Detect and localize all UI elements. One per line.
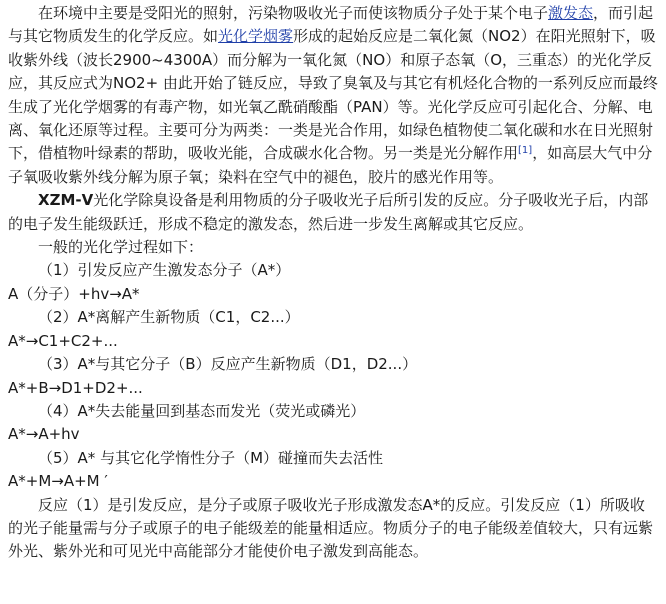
step-1-label: （1）引发反应产生激发态分子（A*） bbox=[38, 261, 291, 280]
photochemical-smog-link[interactable]: 光化学烟雾 bbox=[218, 27, 294, 46]
paragraph2-text: 光化学除臭设备是利用物质的分子吸收光子后所引发的反应。分子吸收光子后，内部的电子发生能级跃迁，形成不稳定的激发态，然后进一步发生离解或其它反应。 bbox=[8, 191, 649, 233]
step-1-equation: A（分子）+hv→A* bbox=[8, 284, 140, 303]
step-3-label: （3）A*与其它分子（B）反应产生新物质（D1，D2...） bbox=[38, 355, 418, 374]
paragraph-xzm-device bbox=[8, 189, 658, 236]
paragraph1-text-a: 在环境中主要是受阳光的照射，污染物吸收光子而使该物质分子处于某个电子 bbox=[38, 4, 549, 22]
excited-state-link[interactable]: 激发态 bbox=[548, 4, 594, 22]
paragraph1-text-b: ，而引起与其它物质发生的化学反应。如 bbox=[8, 4, 654, 46]
step-2-equation: A*→C1+C2+... bbox=[8, 331, 118, 350]
xzm-model-label: XZM-Ⅴ bbox=[38, 191, 94, 210]
paragraph1-text-d: ，如高层大气中分子氧吸收紫外线分解为原子氧；染料在空气中的褪色，胶片的感光作用等。 bbox=[8, 144, 653, 186]
step-4-equation: A*→A+hv bbox=[8, 425, 80, 444]
paragraph1-text-c: 形成的起始反应是二氧化氮（NO2）在阳光照射下，吸收紫外线（波长2900~4300A）而分解为一氧化氮（NO）和原子态氧（O，三重态）的光化学反应，其反应式为NO2+ 由此开始了链反应，导致了臭氧及与其它有机烃化合物的一系列反应而最终生成了光化学烟雾的有毒产物，如光氧乙酰硝酸酯（PAN）等。光化学反应可引起化合、分解、电离、氧化还原等过程。主要可分为两类：一类是光合作用，如绿色植物使二氧化碳和水在日光照射下，借植物叶绿素的帮助，吸收光能，合成碳水化合物。另一类是光分解作用 bbox=[8, 27, 658, 163]
reference-link-1[interactable]: [1] bbox=[518, 145, 533, 157]
paragraph-photochemistry bbox=[8, 2, 658, 189]
process-intro: 一般的光化学过程如下： bbox=[38, 238, 204, 257]
step-5-label: （5）A* 与其它化学惰性分子（M）碰撞而失去活性 bbox=[38, 448, 384, 467]
step-3-equation: A*+B→D1+D2+... bbox=[8, 378, 143, 397]
closing-paragraph: 反应（1）是引发反应，是分子或原子吸收光子形成激发态A*的反应。引发反应（1）所吸收的光子能量需与分子或原子的电子能级差的能量相适应。物质分子的电子能级差值较大，只有远紫外光、紫外光和可见光中高能部分才能使价电子激发到高能态。 bbox=[8, 495, 654, 561]
step-2-label: （2）A*离解产生新物质（C1，C2...） bbox=[38, 308, 300, 327]
step-4-label: （4）A*失去能量回到基态而发光（荧光或磷光） bbox=[38, 401, 366, 420]
step-5-equation: A*+M→A+M ′ bbox=[8, 472, 108, 491]
